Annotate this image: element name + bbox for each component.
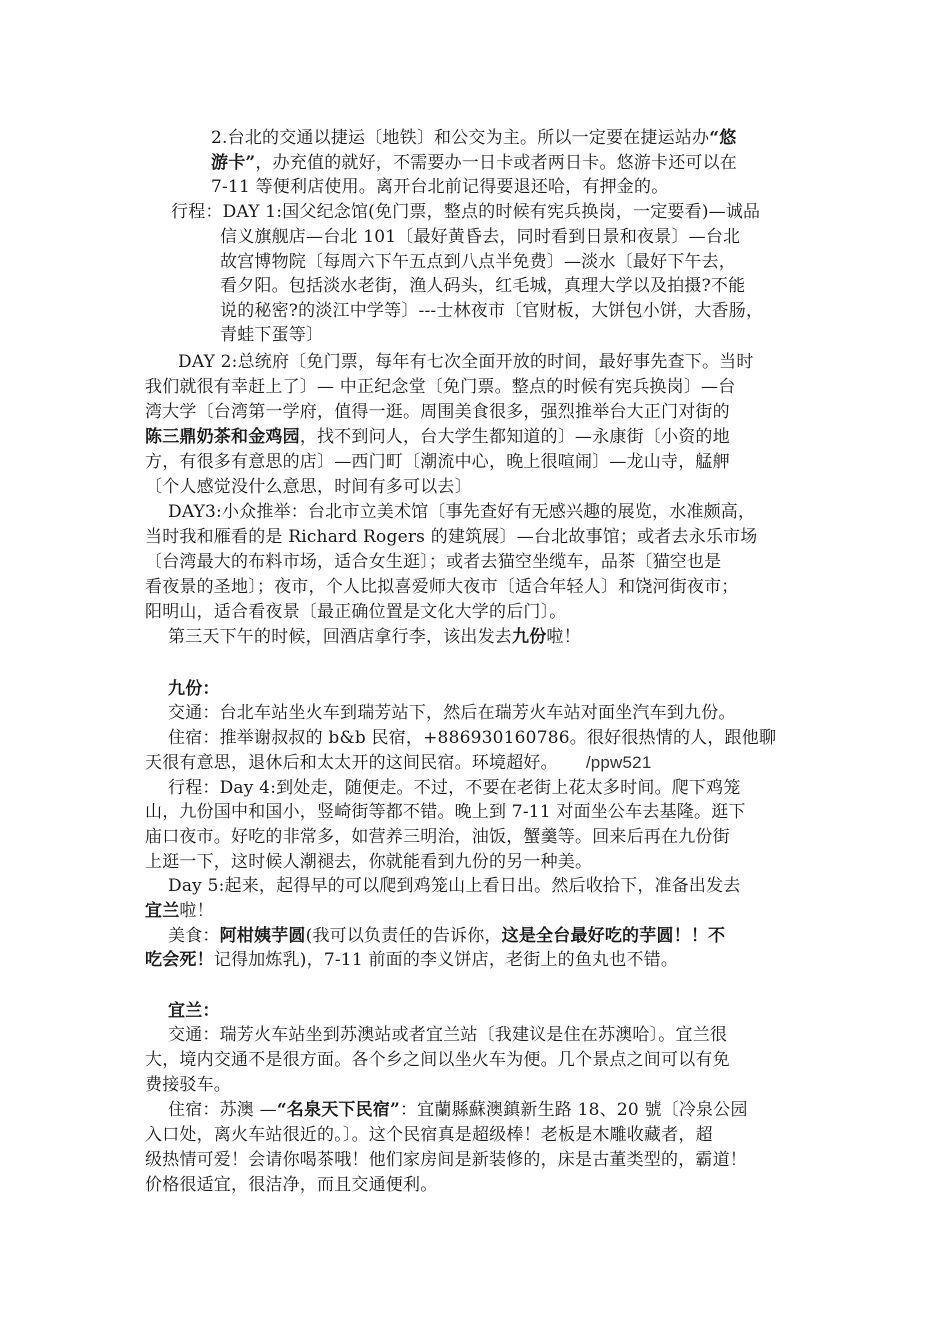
text-line: 7-11 等便利店使用。离开台北前记得要退还哈，有押金的。 — [211, 177, 669, 197]
text-run: 美食： — [168, 926, 220, 946]
text-line: 湾大学〔台湾第一学府，值得一逛。周围美食很多，强烈推举台大正门对街的 — [145, 402, 730, 422]
bold-text: 九份 — [512, 627, 547, 647]
text-run: 啦！ — [546, 627, 581, 647]
text-run: 天很有意思，退休后和太太开的这间民宿。环境超好。 — [145, 753, 558, 773]
text-line — [211, 151, 737, 175]
text-line — [168, 625, 581, 649]
text-line — [211, 126, 736, 150]
text-line: 〔个人感觉没什么意思，时间有多可以去〕 — [145, 477, 472, 497]
bold-text: 阿柑姨芋圆 — [219, 926, 306, 946]
text-line: 交通：台北车站坐火车到瑞芳站下，然后在瑞芳火车站对面坐汽车到九份。 — [168, 703, 736, 723]
text-line: 庙口夜市。好吃的非常多，如营养三明治，油饭，蟹羹等。回来后再在九份街 — [145, 827, 730, 847]
bold-text: “悠 — [709, 128, 737, 148]
text-line — [145, 425, 730, 449]
text-line: Day 5:起来，起得早的可以爬到鸡笼山上看日出。然后收拾下，准备出发去 — [168, 876, 741, 896]
bold-text: 陈三鼎奶茶和金鸡园 — [145, 427, 300, 447]
text-line: 故宫博物院〔每周六下午五点到八点半免费〕—淡水〔最好下午去， — [220, 252, 736, 272]
text-line: 看夕阳。包括淡水老街，渔人码头，红毛城，真理大学以及拍摄?不能 — [220, 276, 746, 296]
bold-text: 游卡” — [211, 153, 256, 173]
text-line: DAY3:小众推举：台北市立美术馆〔事先查好有无感兴趣的展览，水准颇高， — [168, 502, 756, 522]
text-line: 行程：Day 4:到处走，随便走。不过，不要在老街上花太多时间。爬下鸡笼 — [168, 778, 741, 798]
text-run: (我可以负责任的告诉你， — [305, 926, 502, 946]
text-line — [145, 899, 214, 923]
text-line: 入口处，离火车站很近的。〕。这个民宿真是超级棒！老板是木雕收藏者，超 — [145, 1125, 713, 1145]
watermark-code: /ppw521 — [585, 753, 652, 772]
text-line: 价格很适宜，很洁净，而且交通便利。 — [145, 1175, 438, 1195]
text-run: 第三天下午的时候，回酒店拿行李，该出发去 — [168, 627, 512, 647]
text-line: 山，九份国中和国小，竖崎街等都不错。晚上到 7-11 对面坐公车去基隆。逛下 — [145, 802, 746, 822]
text-line: 行程：DAY 1:国父纪念馆(免门票，整点的时候有宪兵换岗，一定要看)—诚品 — [171, 202, 761, 222]
text-line: 费接驳车。 — [145, 1075, 231, 1095]
section-heading-jiufen: 九份： — [168, 679, 220, 699]
bold-text: “名泉天下民宿” — [276, 1100, 400, 1120]
bold-text: 宜兰 — [145, 901, 180, 921]
text-run: ：宜蘭縣蘇澳鎮新生路 18、20 號〔冷泉公园 — [399, 1100, 748, 1120]
text-line: DAY 2:总统府〔免门票，每年有七次全面开放的时间，最好事先查下。当时 — [178, 352, 754, 372]
text-line — [168, 924, 725, 948]
text-line: 说的秘密?的淡江中学等〕---士林夜市〔官财板，大饼包小饼，大香肠， — [220, 301, 764, 321]
text-line: 上逛一下，这时候人潮褪去，你就能看到九份的另一种美。 — [145, 852, 593, 872]
text-run: 2.台北的交通以捷运〔地铁〕和公交为主。所以一定要在捷运站办 — [211, 128, 710, 148]
text-line: 阳明山，适合看夜景〔最正确位置是文化大学的后门〕。 — [145, 602, 567, 622]
text-line — [145, 751, 652, 775]
text-run: 记得加炼乳)，7-11 前面的李义饼店，老街上的鱼丸也不错。 — [213, 950, 679, 970]
text-line: 看夜景的圣地〕；夜市，个人比拟喜爱师大夜市〔适合年轻人〕和饶河街夜市； — [145, 577, 739, 597]
text-line: 当时我和雁看的是 Richard Rogers 的建筑展〕—台北故事馆；或者去永乐市场 — [145, 527, 758, 547]
text-line — [168, 1098, 748, 1122]
text-line: 我们就很有幸赶上了〕— 中正纪念堂〔免门票。整点的时候有宪兵换岗〕—台 — [145, 377, 736, 397]
text-run: 住宿：苏澳 — — [168, 1100, 277, 1120]
bold-text: 这是全台最好吃的芋圆！！不 — [501, 926, 726, 946]
text-line: 信义旗舰店—台北 101〔最好黄昏去，同时看到日景和夜景〕—台北 — [220, 227, 741, 247]
text-run: ，办充值的就好，不需要办一日卡或者两日卡。悠游卡还可以在 — [255, 153, 737, 173]
text-line: 〔台湾最大的布料市场，适合女生逛〕；或者去猫空坐缆车，品茶〔猫空也是 — [145, 552, 722, 572]
bold-text: 吃会死！ — [145, 950, 214, 970]
text-line: 方，有很多有意思的店〕—西门町〔潮流中心，晚上很喧闹〕—龙山寺，艋舺 — [145, 452, 730, 472]
text-line: 交通：瑞芳火车站坐到苏澳站或者宜兰站〔我建议是住在苏澳哈〕。宜兰很 — [168, 1025, 728, 1045]
text-line: 级热情可爱！会请你喝茶哦！他们家房间是新装修的，床是古董类型的，霸道！ — [145, 1150, 747, 1170]
text-run: 啦！ — [179, 901, 214, 921]
text-line — [145, 948, 678, 972]
text-line: 住宿：推举谢叔叔的 b&b 民宿，+886930160786。很好很热情的人，跟他聊 — [168, 728, 777, 748]
text-line: 大，境内交通不是很方面。各个乡之间以坐火车为便。几个景点之间可以有免 — [145, 1050, 730, 1070]
text-run: ，找不到问人，台大学生都知道的〕—永康街〔小资的地 — [299, 427, 730, 447]
text-line: 青蛙下蛋等〕 — [220, 325, 324, 345]
section-heading-yilan: 宜兰： — [168, 1001, 220, 1021]
